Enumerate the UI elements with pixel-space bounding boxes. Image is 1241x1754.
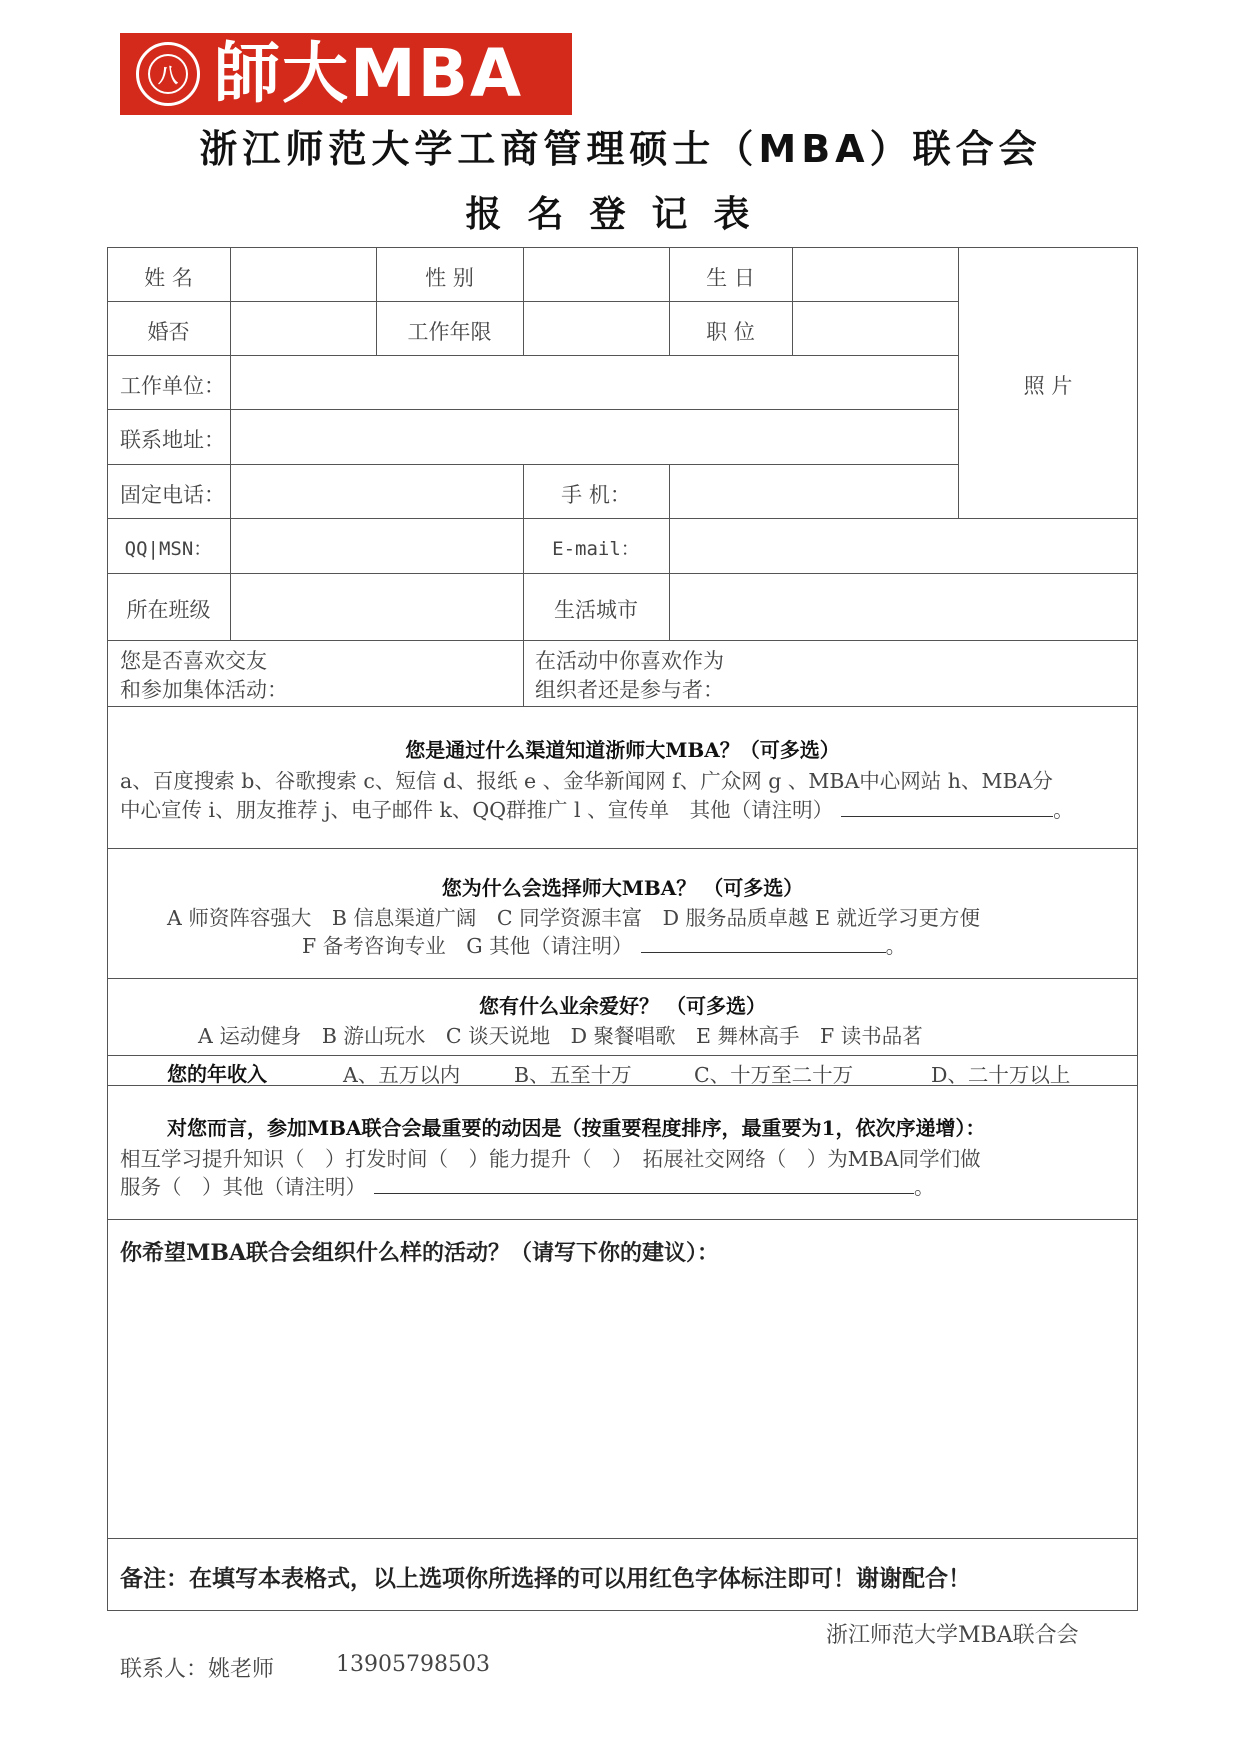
footer-phone: 13905798503 <box>336 1652 490 1677</box>
reason-other-blank[interactable] <box>641 934 886 953</box>
reason-options-line1: A 师资阵容强大 B 信息渠道广阔 C 同学资源丰富 D 服务品质卓越 E 就近学习更方便 <box>167 906 981 930</box>
motivation-options-line2: 服务（ ）其他（请注明） 。 <box>120 1175 935 1199</box>
channel-options-line2: 中心宣传 i、朋友推荐 j、电子邮件 k、QQ群推广 l 、宣传单 其他（请注明） 。 <box>120 798 1074 822</box>
seal-char: 八 <box>158 63 178 87</box>
income-option-c[interactable]: C、十万至二十万 <box>694 1063 854 1087</box>
address-label: 联系地址： <box>120 428 225 452</box>
channel-title: 您是通过什么渠道知道浙师大MBA？（可多选） <box>405 738 840 762</box>
hobby-title: 您有什么业余爱好？ （可多选） <box>479 994 766 1018</box>
income-option-a[interactable]: A、五万以内 <box>343 1063 461 1087</box>
channel-other-blank[interactable] <box>841 798 1053 817</box>
logo-text: 師大MBA <box>214 35 524 112</box>
page-title: 浙江师范大学工商管理硕士（MBA）联合会 <box>199 127 1042 171</box>
logo <box>120 33 572 115</box>
email-field[interactable] <box>670 519 1137 572</box>
note: 备注：在填写本表格式，以上选项你所选择的可以用红色字体标注即可！谢谢配合！ <box>120 1565 971 1592</box>
employer-label: 工作单位： <box>120 374 225 398</box>
birthday-field[interactable] <box>793 248 957 300</box>
qq-msn-field[interactable] <box>231 519 522 572</box>
mobile-label: 手 机： <box>561 483 631 507</box>
income-label: 您的年收入 <box>167 1062 267 1086</box>
photo-box[interactable] <box>959 248 1137 517</box>
class-label: 所在班级 <box>126 598 211 622</box>
suggestion-textarea[interactable] <box>108 1270 1137 1536</box>
class-field[interactable] <box>231 574 522 639</box>
work-years-label: 工作年限 <box>407 320 492 344</box>
social-question-line2: 和参加集体活动： <box>120 678 288 702</box>
suggestion-prompt: 你希望MBA联合会组织什么样的活动？（请写下你的建议）： <box>120 1240 720 1266</box>
qq-msn-label: QQ|MSN： <box>124 538 213 560</box>
position-label: 职 位 <box>706 320 755 344</box>
income-option-b[interactable]: B、五至十万 <box>514 1063 632 1087</box>
name-field[interactable] <box>231 248 375 300</box>
marital-label: 婚否 <box>147 320 190 344</box>
footer-org: 浙江师范大学MBA联合会 <box>826 1623 1079 1648</box>
hobby-options: A 运动健身 B 游山玩水 C 谈天说地 D 聚餐唱歌 E 舞林高手 F 读书品茗 <box>198 1024 923 1048</box>
address-field[interactable] <box>231 410 957 463</box>
income-option-d[interactable]: D、二十万以上 <box>931 1063 1071 1087</box>
social-question-line1: 您是否喜欢交友 <box>120 649 267 673</box>
role-question-line1: 在活动中你喜欢作为 <box>535 649 724 673</box>
university-seal-icon <box>136 42 200 106</box>
employer-field[interactable] <box>231 356 957 408</box>
marital-field[interactable] <box>231 302 375 354</box>
role-question-line2: 组织者还是参与者： <box>535 678 724 702</box>
photo-label: 照 片 <box>1023 374 1073 398</box>
motivation-options-line1: 相互学习提升知识（ ）打发时间（ ）能力提升（ ） 拓展社交网络（ ）为MBA同学们做 <box>120 1147 981 1171</box>
motivation-title: 对您而言，参加MBA联合会最重要的动因是（按重要程度排序，最重要为1，依次序递增）： <box>167 1116 986 1140</box>
gender-label: 性 别 <box>425 266 474 290</box>
page-subtitle: 报名登记表 <box>465 194 776 235</box>
reason-options-line2: F 备考咨询专业 G 其他（请注明） 。 <box>302 934 907 958</box>
city-label: 生活城市 <box>554 598 638 622</box>
landline-field[interactable] <box>231 465 522 517</box>
gender-field[interactable] <box>524 248 668 300</box>
landline-label: 固定电话： <box>120 483 225 507</box>
email-label: E-mail： <box>552 538 640 560</box>
motivation-other-blank[interactable] <box>374 1175 914 1194</box>
footer-contact: 联系人：姚老师 <box>120 1657 275 1682</box>
work-years-field[interactable] <box>524 302 668 354</box>
birthday-label: 生 日 <box>706 266 755 290</box>
mobile-field[interactable] <box>670 465 957 517</box>
position-field[interactable] <box>793 302 957 354</box>
name-label: 姓 名 <box>144 266 193 290</box>
reason-title: 您为什么会选择师大MBA？ （可多选） <box>441 876 804 900</box>
city-field[interactable] <box>670 574 1137 639</box>
channel-options-line1: a、百度搜索 b、谷歌搜索 c、短信 d、报纸 e 、金华新闻网 f、广众网 g 、MBA中心网站 h、MBA分 <box>120 769 1053 793</box>
